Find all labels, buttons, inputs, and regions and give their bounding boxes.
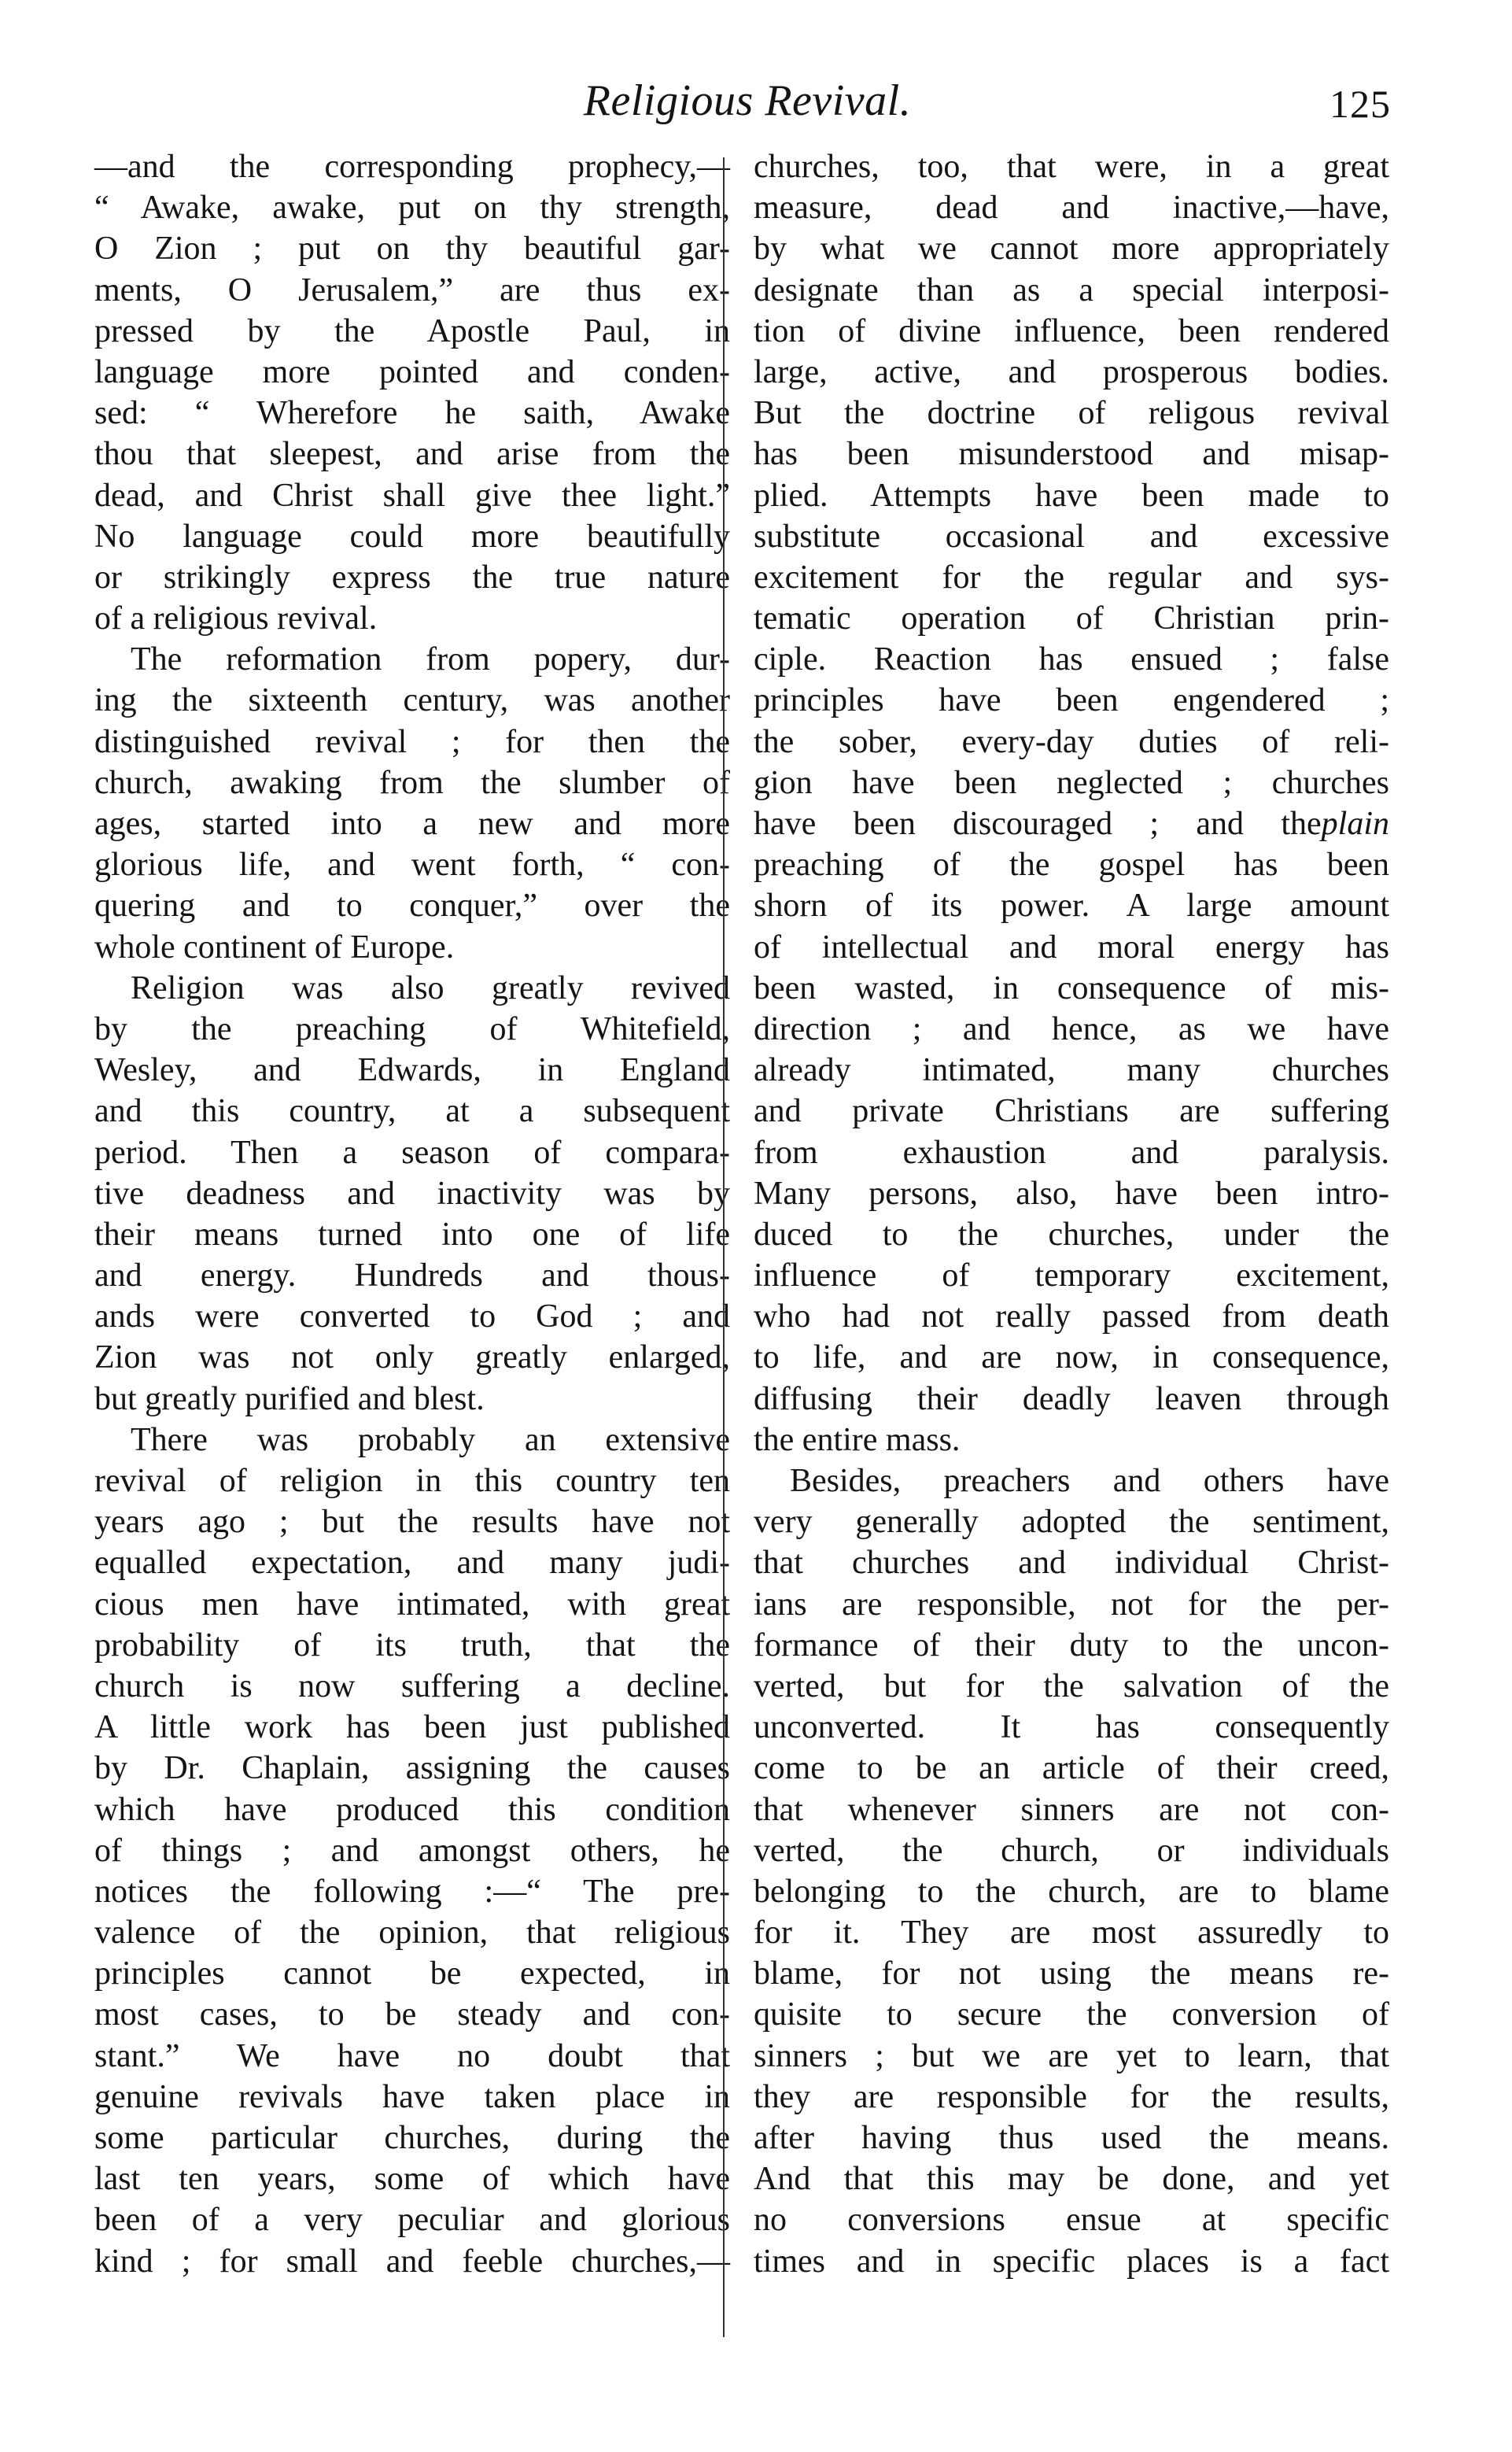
text-line: distinguished revival ; for then the [94,723,730,760]
text-line: sinners ; but we are yet to learn, that [754,2037,1389,2074]
text-line: ciple. Reaction has ensued ; false [754,641,1389,678]
text-line: and this country, at a subsequent [94,1093,730,1130]
text-line: churches, too, that were, in a great [754,149,1389,185]
text-line: that whenever sinners are not con- [754,1791,1389,1828]
text-line: revival of religion in this country ten [94,1463,730,1499]
text-line: has been misunderstood and misap- [754,436,1389,473]
text-line: which have produced this condition [94,1791,730,1828]
text-line: formance of their duty to the uncon- [754,1627,1389,1664]
text-line: they are responsible for the results, [754,2078,1389,2115]
text-line: tion of divine influence, been rendered [754,312,1389,349]
text-line: dead, and Christ shall give thee light.” [94,477,730,514]
text-line: quisite to secure the conversion of [754,1996,1389,2033]
text-line: probability of its truth, that the [94,1627,730,1664]
text-line: ands were converted to God ; and [94,1298,730,1335]
text-line: last ten years, some of which have [94,2161,730,2198]
text-line: of a religious revival. [94,600,378,637]
text-line: some particular churches, during the [94,2120,730,2156]
text-line: no conversions ensue at specific [754,2202,1389,2239]
text-line: No language could more beautifully [94,518,730,555]
text-line: for it. They are most assuredly to [754,1915,1389,1952]
text-line: tematic operation of Christian prin- [754,600,1389,637]
text-line: preaching of the gospel has been [754,847,1389,884]
text-line: quering and to conquer,” over the [94,888,730,925]
text-line: tive deadness and inactivity was by [94,1175,730,1212]
text-line: And that this may be done, and yet [754,2161,1389,2198]
text-line: excitement for the regular and sys- [754,559,1389,596]
left-column [94,146,730,2282]
text-line: Wesley, and Edwards, in England [94,1052,730,1089]
text-line: from exhaustion and paralysis. [754,1134,1389,1171]
text-line: who had not really passed from death [754,1298,1389,1335]
text-line: already intimated, many churches [754,1052,1389,1089]
text-line: been wasted, in consequence of mis- [754,969,1389,1006]
text-line: valence of the opinion, that religious [94,1915,730,1952]
italic-word: plain [1321,806,1389,842]
text-line: and energy. Hundreds and thous- [94,1257,730,1294]
text-line: Zion was not only greatly enlarged, [94,1339,730,1376]
text-line: by what we cannot more appropriately [754,231,1389,268]
text-line: after having thus used the means. [754,2120,1389,2156]
text-line: the entire mass. [754,1421,961,1458]
text-line: their means turned into one of life [94,1216,730,1253]
text-line: or strikingly express the true nature [94,559,730,596]
text-line: stant.” We have no doubt that [94,2037,730,2074]
text-line: by the preaching of Whitefield, [94,1010,730,1047]
page-number: 125 [1329,82,1391,126]
text-line: unconverted. It has consequently [754,1709,1389,1746]
text-line: by Dr. Chaplain, assigning the causes [94,1750,730,1787]
text-line: period. Then a season of compara- [94,1134,730,1171]
text-line: ians are responsible, not for the per- [754,1586,1389,1623]
text-line: of intellectual and moral energy has [754,929,1389,966]
text-line: most cases, to be steady and con- [94,1996,730,2033]
text-line: church is now suffering a decline. [94,1667,730,1704]
text-line: direction ; and hence, as we have [754,1010,1389,1047]
text-line: gion have been neglected ; churches [754,764,1389,801]
text-line: pressed by the Apostle Paul, in [94,312,730,349]
paragraph-first-line: Besides, preachers and others have [790,1463,1389,1499]
text-line: to life, and are now, in consequence, [754,1339,1389,1376]
text-line: “ Awake, awake, put on thy strength, [94,190,730,227]
text-line: times and in specific places is a fact [754,2243,1389,2280]
text-line: principles cannot be expected, in [94,1955,730,1992]
text-line: But the doctrine of religous revival [754,395,1389,432]
text-line: come to be an article of their creed, [754,1750,1389,1787]
text-line: equalled expectation, and many judi- [94,1545,730,1582]
text-line: influence of temporary excitement, [754,1257,1389,1294]
text-line: been of a very peculiar and glorious [94,2202,730,2239]
text-line: church, awaking from the slumber of [94,764,730,801]
text-line: glorious life, and went forth, “ con- [94,847,730,884]
text-line: diffusing their deadly leaven through [754,1380,1389,1417]
text-line: notices the following :—“ The pre- [94,1873,730,1910]
text-line: cious men have intimated, with great [94,1586,730,1623]
right-column [754,146,1389,2282]
text-line: large, active, and prosperous bodies. [754,353,1389,390]
text-line: verted, but for the salvation of the [754,1667,1389,1704]
text-line: of things ; and amongst others, he [94,1832,730,1869]
paragraph-first-line: Religion was also greatly revived [131,969,730,1006]
text-line: language more pointed and conden- [94,353,730,390]
text-line: plied. Attempts have been made to [754,477,1389,514]
text-line: very generally adopted the sentiment, [754,1504,1389,1541]
text-line: shorn of its power. A large amount [754,888,1389,925]
text-line: the sober, every-day duties of reli- [754,723,1389,760]
text-line: ages, started into a new and more [94,806,730,842]
running-head [94,71,1400,134]
text-line: that churches and individual Christ- [754,1545,1389,1582]
text-line: —and the corresponding prophecy,— [94,149,730,185]
text-line: whole continent of Europe. [94,929,455,966]
text-line: blame, for not using the means re- [754,1955,1389,1992]
text-line: genuine revivals have taken place in [94,2078,730,2115]
text-line: sed: “ Wherefore he saith, Awake [94,395,730,432]
text-line: ing the sixteenth century, was another [94,682,730,719]
text-line: O Zion ; put on thy beautiful gar- [94,231,730,268]
text-line: A little work has been just published [94,1709,730,1746]
running-title: Religious Revival. [583,76,912,125]
text-line: kind ; for small and feeble churches,— [94,2243,730,2280]
text-line-with-italic [754,803,1389,844]
text-line: verted, the church, or individuals [754,1832,1389,1869]
text-line: principles have been engendered ; [754,682,1389,719]
text-line-segment: have been discouraged ; and the [754,806,1322,842]
text-line: measure, dead and inactive,—have, [754,190,1389,227]
paragraph-first-line: There was probably an extensive [131,1421,730,1458]
text-line: Many persons, also, have been intro- [754,1175,1389,1212]
text-line: duced to the churches, under the [754,1216,1389,1253]
text-line: thou that sleepest, and arise from the [94,436,730,473]
paragraph-first-line: The reformation from popery, dur- [131,641,730,678]
column-divider [723,157,725,2337]
text-line: and private Christians are suffering [754,1093,1389,1130]
text-line: ments, O Jerusalem,” are thus ex- [94,271,730,308]
text-line: belonging to the church, are to blame [754,1873,1389,1910]
text-line: designate than as a special interposi- [754,271,1389,308]
text-line: but greatly purified and blest. [94,1380,485,1417]
text-line: years ago ; but the results have not [94,1504,730,1541]
text-line: substitute occasional and excessive [754,518,1389,555]
